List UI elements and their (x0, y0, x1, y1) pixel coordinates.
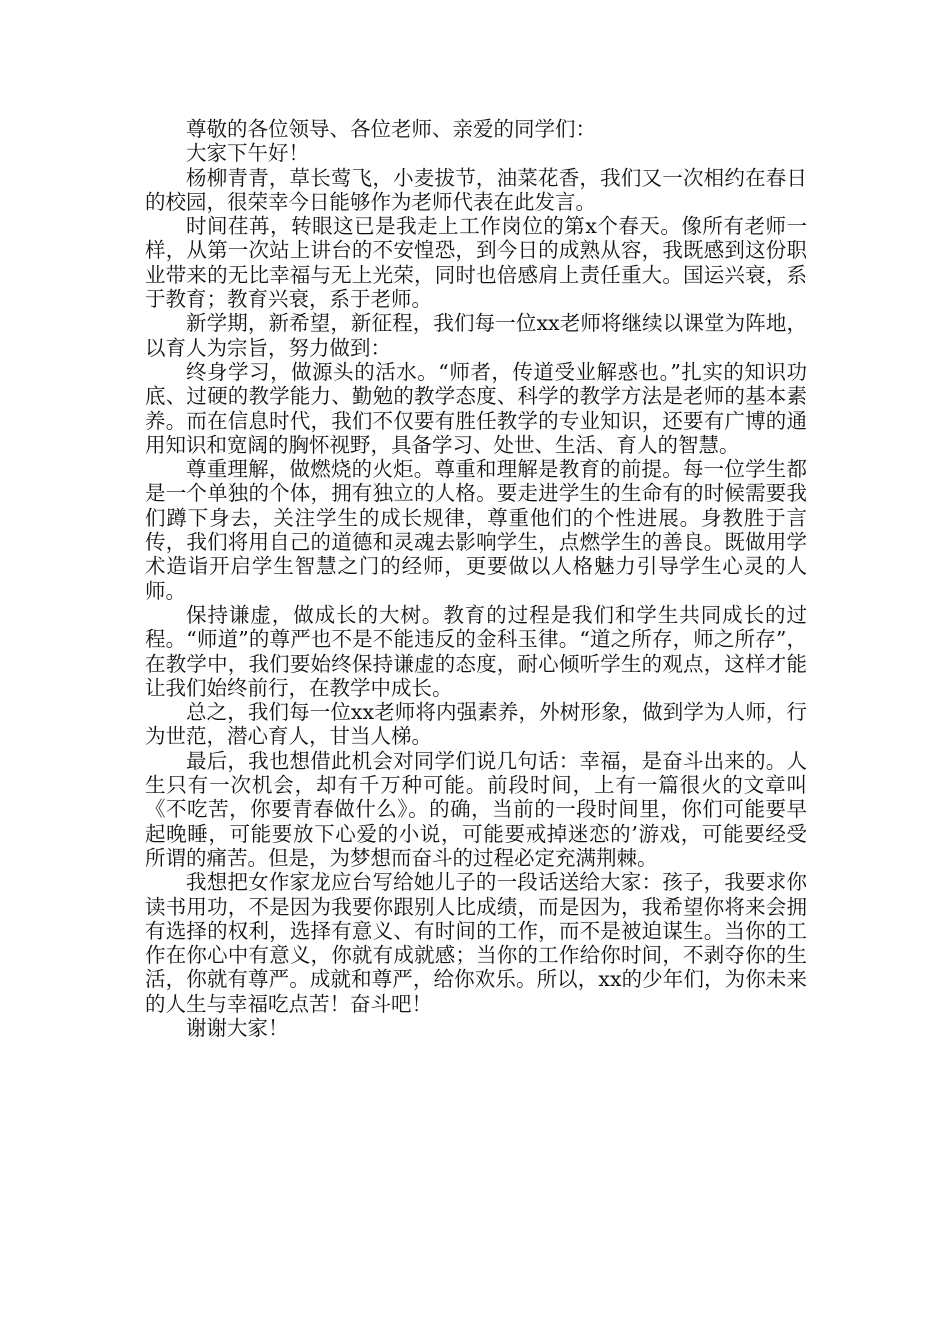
body-paragraph: 新学期，新希望，新征程，我们每一位xx老师将继续以课堂为阵地，以育人为宗旨，努力做到： (145, 311, 807, 360)
closing: 谢谢大家！ (186, 1015, 289, 1040)
salutation: 尊敬的各位领导、各位老师、亲爱的同学们： (186, 117, 596, 141)
body-paragraph: 杨柳青青，草长莺飞，小麦拔节，油菜花香，我们又一次相约在春日的校园，很荣幸今日能够作为老师代表在此发言。 (145, 165, 807, 214)
body-paragraph: 最后，我也想借此机会对同学们说几句话：幸福，是奋斗出来的。人生只有一次机会，却有千万种可能。前段时间，上有一篇很火的文章叫《不吃苦，你要青春做什么》。的确，当前的一段时间里，你们可能要早起晚睡，可能要放下心爱的小说，可能要戒掉迷恋的’游戏，可能要经受所谓的痛苦。但是，为梦想而奋斗的过程必定充满荆棘。 (145, 748, 807, 870)
body-paragraph: 终身学习，做源头的活水。“师者，传道受业解惑也。”扎实的知识功底、过硬的教学能力、勤勉的教学态度、科学的教学方法是老师的基本素养。而在信息时代，我们不仅要有胜任教学的专业知识，还要有广博的通用知识和宽阔的胸怀视野，具备学习、处世、生活、育人的智慧。 (145, 359, 807, 457)
body-paragraph: 时间荏苒，转眼这已是我走上工作岗位的第x个春天。像所有老师一样，从第一次站上讲台的不安惶恐，到今日的成熟从容，我既感到这份职业带来的无比幸福与无上光荣，同时也倍感肩上责任重大。国运兴衰，系于教育；教育兴衰，系于老师。 (145, 214, 807, 312)
body-paragraph: 保持谦虚，做成长的大树。教育的过程是我们和学生共同成长的过程。“师道”的尊严也不是不能违反的金科玉律。“道之所存，师之所存”，在教学中，我们要始终保持谦虚的态度，耐心倾听学生的观点，这样才能让我们始终前行，在教学中成长。 (145, 602, 807, 700)
body-paragraph: 尊重理解，做燃烧的火炬。尊重和理解是教育的前提。每一位学生都是一个单独的个体，拥有独立的人格。要走进学生的生命有的时候需要我们蹲下身去，关注学生的成长规律，尊重他们的个性进展。身教胜于言传，我们将用自己的道德和灵魂去影响学生，点燃学生的善良。既做用学术造诣开启学生智慧之门的经师，更要做以人格魅力引导学生心灵的人师。 (145, 457, 807, 603)
greeting: 大家下午好！ (186, 141, 309, 166)
body-paragraph: 总之，我们每一位xx老师将内强素养，外树形象，做到学为人师，行为世范，潜心育人，甘当人梯。 (145, 700, 807, 749)
speech-body (145, 117, 807, 1040)
body-paragraph: 我想把女作家龙应台写给她儿子的一段话送给大家：孩子，我要求你读书用功，不是因为我要你跟别人比成绩，而是因为，我希望你将来会拥有选择的权利，选择有意义、有时间的工作，而不是被迫谋生。当你的工作在你心中有意义，你就有成就感；当你的工作给你时间，不剥夺你的生活，你就有尊严。成就和尊严，给你欢乐。所以，xx的少年们，为你未来的人生与幸福吃点苦！奋斗吧！ (145, 870, 807, 1016)
